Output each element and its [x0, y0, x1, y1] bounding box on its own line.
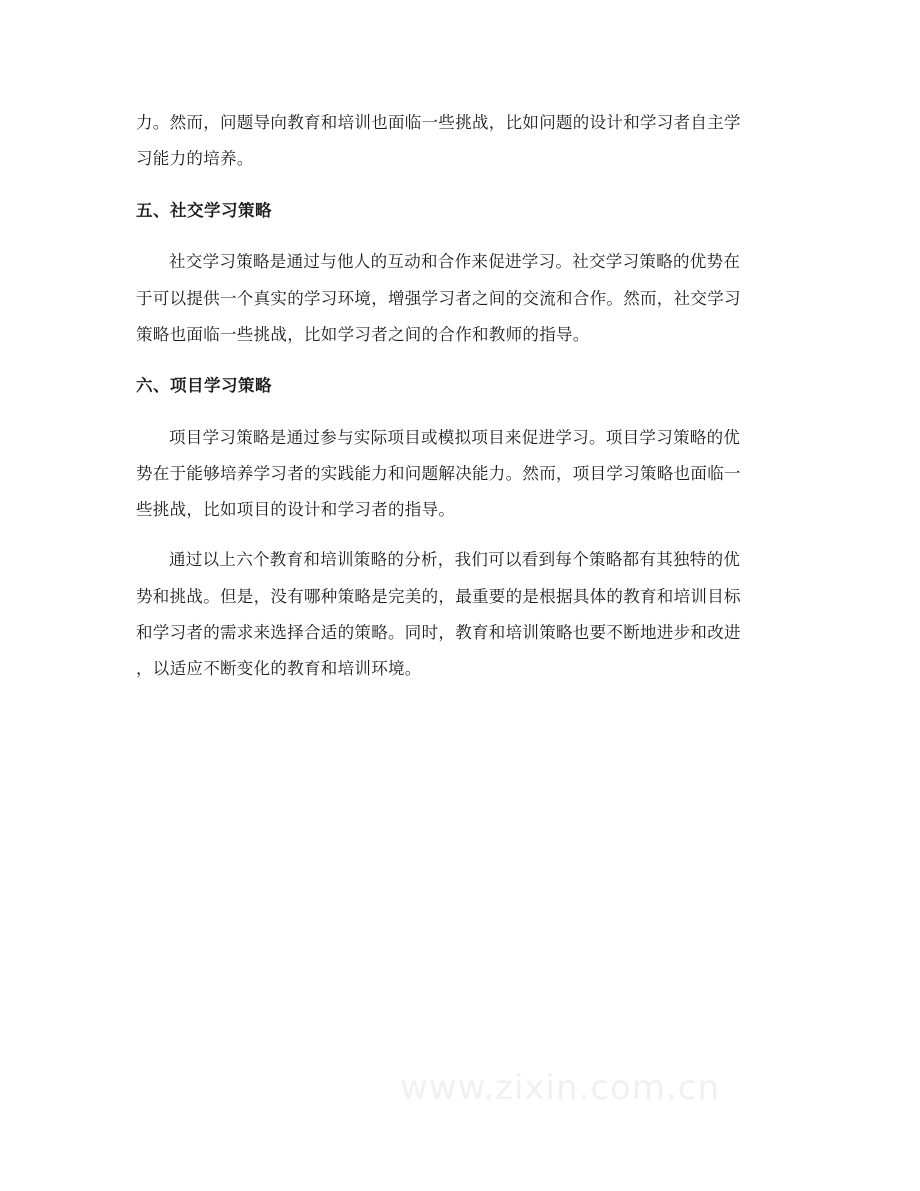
- paragraph-line: 通过以上六个教育和培训策略的分析，我们可以看到每个策略都有其独特的优: [169, 550, 741, 569]
- paragraph-line: 势在于能够培养学习者的实践能力和问题解决能力。然而，项目学习策略也面临一: [136, 464, 741, 483]
- paragraph-line: 社交学习策略是通过与他人的互动和合作来促进学习。社交学习策略的优势在: [169, 252, 741, 271]
- paragraph-line: 力。然而，问题导向教育和培训也面临一些挑战，比如问题的设计和学习者自主学: [136, 113, 741, 132]
- paragraph-line: 势和挑战。但是，没有哪种策略是完美的，最重要的是根据具体的教育和培训目标: [136, 587, 741, 606]
- paragraph-line: 和学习者的需求来选择合适的策略。同时，教育和培训策略也要不断地进步和改进: [136, 623, 741, 642]
- paragraph-line: 策略也面临一些挑战，比如学习者之间的合作和教师的指导。: [136, 325, 590, 344]
- paragraph-line: 些挑战，比如项目的设计和学习者的指导。: [136, 500, 456, 519]
- section-heading: 五、社交学习策略: [136, 201, 272, 220]
- paragraph-line: 习能力的培养。: [136, 149, 254, 168]
- paragraph-line: ，以适应不断变化的教育和培训环境。: [136, 659, 422, 678]
- watermark: www.zixin.com.cn: [400, 1068, 720, 1108]
- paragraph-line: 项目学习策略是通过参与实际项目或模拟项目来促进学习。项目学习策略的优: [169, 428, 741, 447]
- section-heading: 六、项目学习策略: [136, 376, 272, 395]
- paragraph-line: 于可以提供一个真实的学习环境，增强学习者之间的交流和合作。然而，社交学习: [136, 289, 741, 308]
